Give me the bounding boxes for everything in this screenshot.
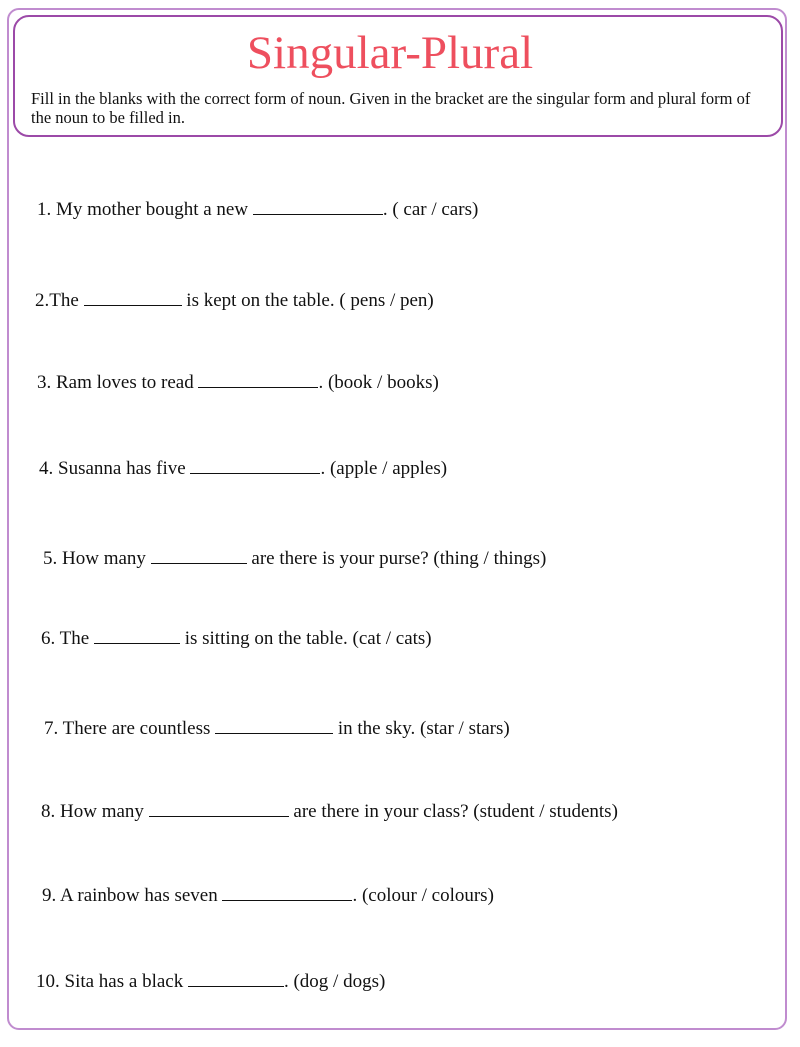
question-text-after: . (dog / dogs) [283, 971, 386, 992]
answer-blank[interactable] [151, 547, 247, 564]
question-text-before: 4. Susanna has five [39, 458, 191, 479]
question-text-before: 3. Ram loves to read [37, 372, 199, 393]
question-text-before: 8. How many [41, 801, 149, 822]
question-text-after: . (apple / apples) [320, 458, 448, 479]
question-10 [36, 970, 385, 993]
question-3 [37, 371, 439, 394]
question-text-before: 5. How many [43, 548, 151, 569]
question-text-after: in the sky. (star / stars) [333, 718, 510, 739]
question-text-after: are there is your purse? (thing / things) [246, 548, 547, 569]
answer-blank[interactable] [253, 198, 383, 215]
page-border [7, 8, 787, 1030]
worksheet-title: Singular-Plural [246, 27, 534, 79]
question-7 [44, 717, 510, 740]
question-1 [37, 198, 478, 221]
question-8 [41, 800, 618, 823]
question-text-after: is kept on the table. ( pens / pen) [181, 290, 434, 311]
answer-blank[interactable] [149, 800, 289, 817]
answer-blank[interactable] [215, 717, 333, 734]
question-text-after: is sitting on the table. (cat / cats) [179, 628, 432, 649]
answer-blank[interactable] [222, 884, 352, 901]
question-2 [35, 289, 434, 312]
answer-blank[interactable] [94, 627, 180, 644]
question-text-before: 10. Sita has a black [36, 971, 188, 992]
question-text-after: are there in your class? (student / students) [288, 801, 618, 822]
answer-blank[interactable] [190, 457, 320, 474]
question-5 [43, 547, 546, 570]
question-text-before: 6. The [41, 628, 94, 649]
question-text-after: . (book / books) [318, 372, 439, 393]
question-text-after: . (colour / colours) [352, 885, 494, 906]
question-9 [42, 884, 494, 907]
question-text-after: . ( car / cars) [382, 199, 479, 220]
answer-blank[interactable] [188, 970, 284, 987]
question-text-before: 9. A rainbow has seven [42, 885, 223, 906]
question-text-before: 1. My mother bought a new [37, 199, 253, 220]
answer-blank[interactable] [84, 289, 182, 306]
question-text-before: 2.The [35, 290, 84, 311]
answer-blank[interactable] [198, 371, 318, 388]
question-4 [39, 457, 447, 480]
instructions-text: Fill in the blanks with the correct form of noun. Given in the bracket are the singular form and plural form of the noun to be filled in. [31, 89, 751, 127]
question-6 [41, 627, 432, 650]
question-text-before: 7. There are countless [44, 718, 216, 739]
